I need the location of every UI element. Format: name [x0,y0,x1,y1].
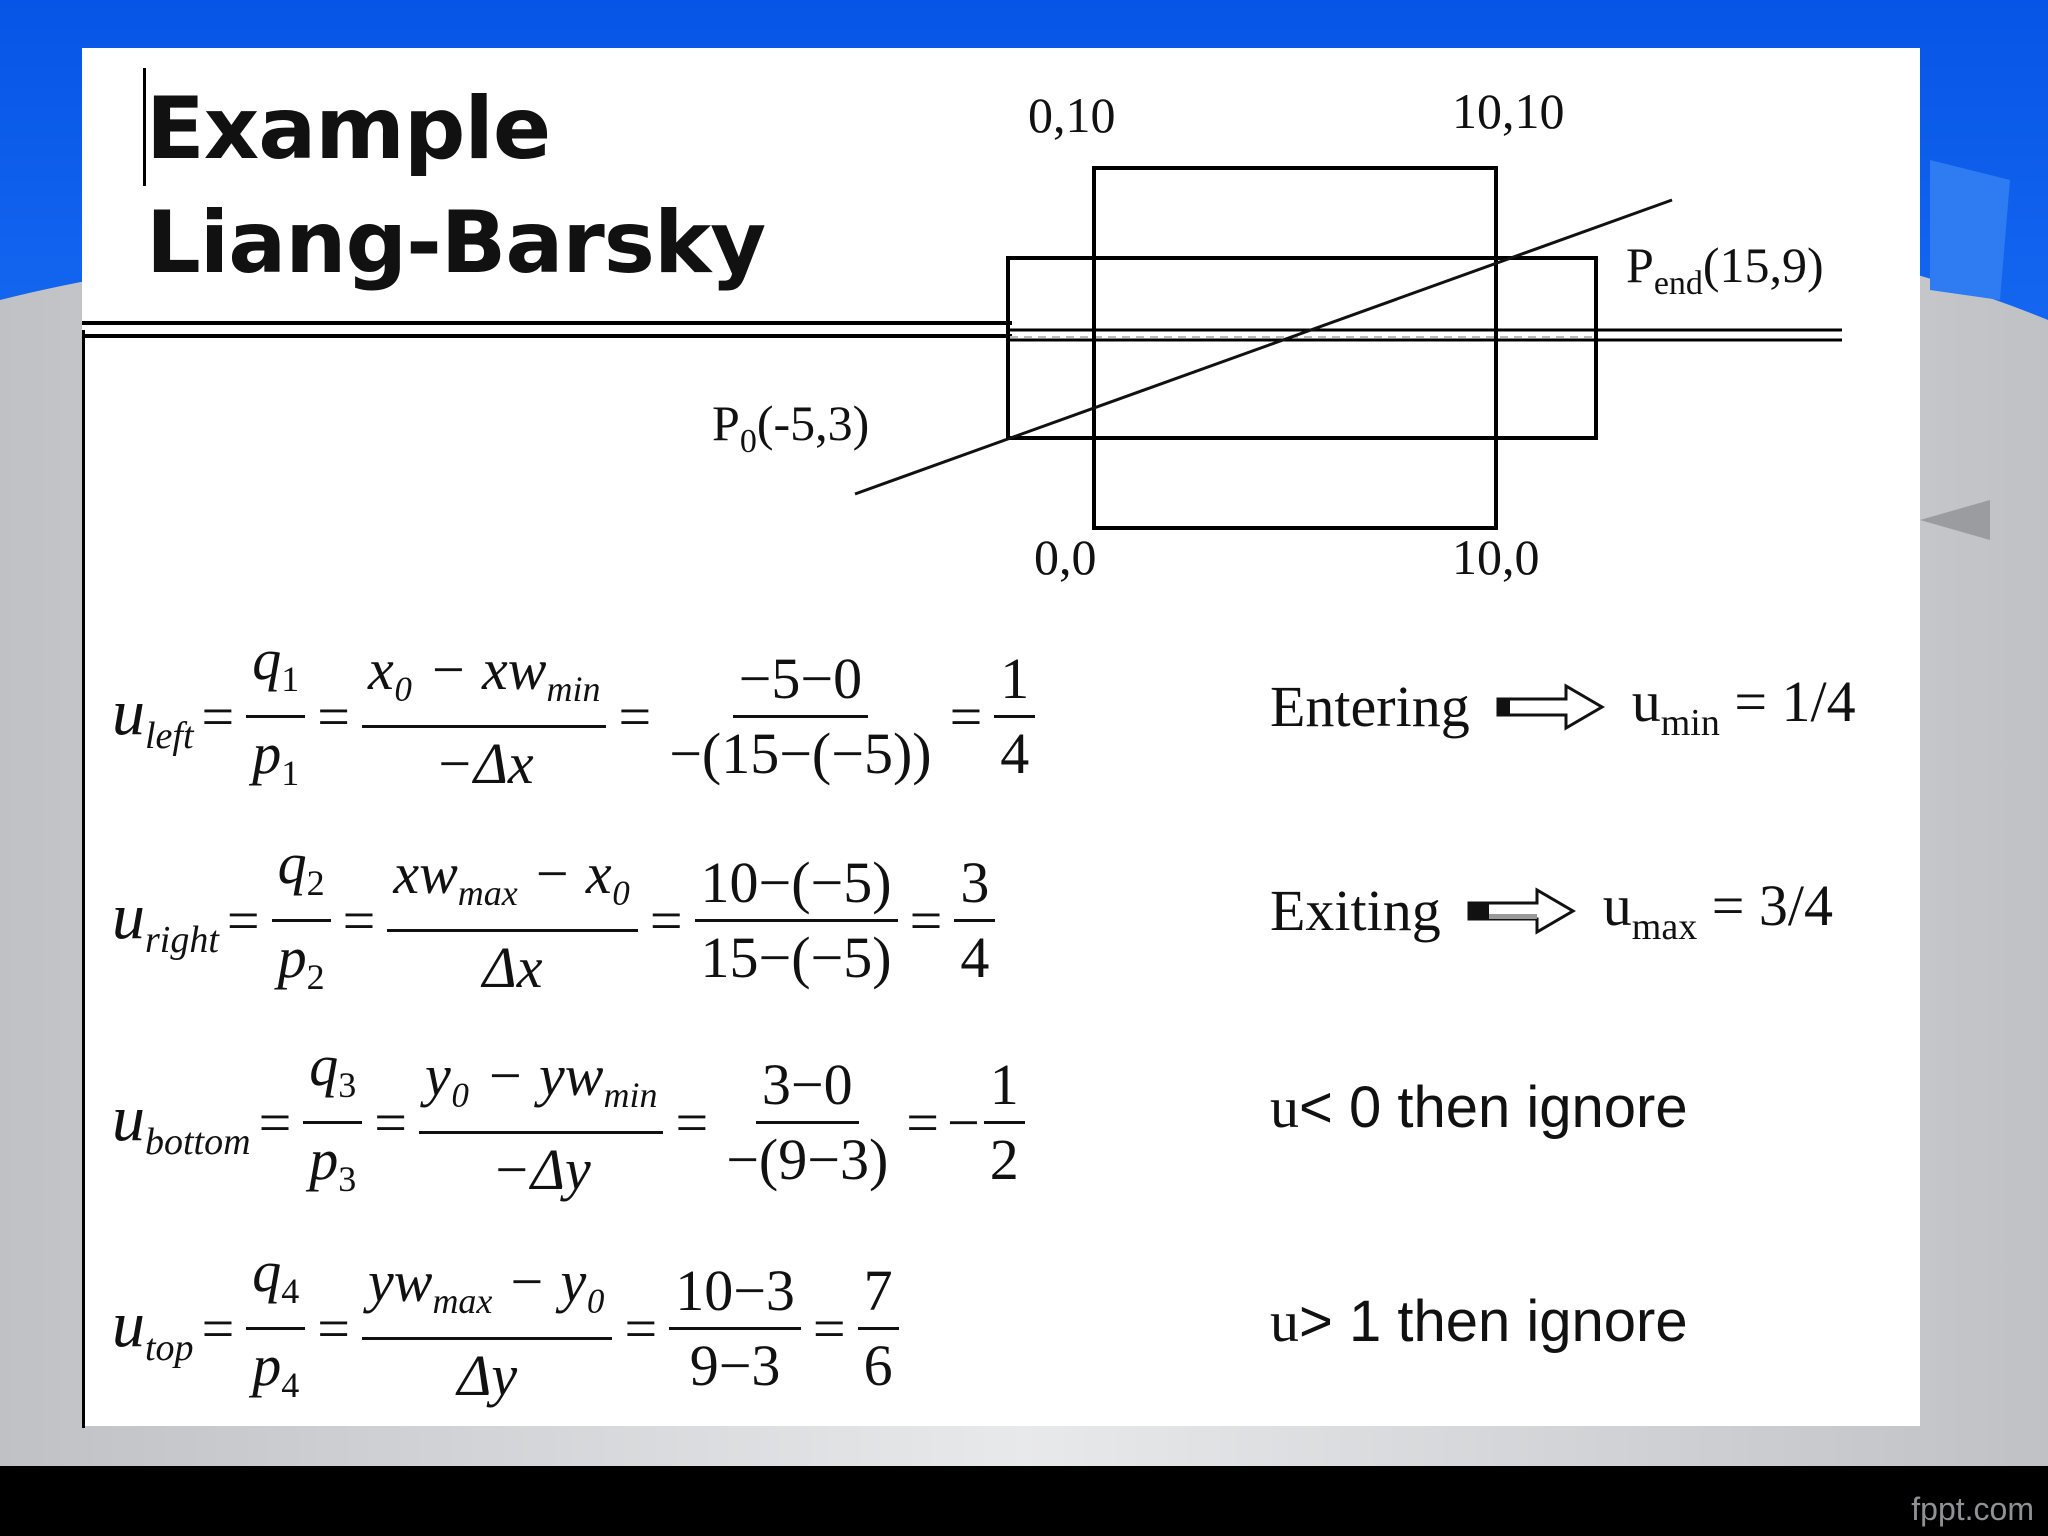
equation-variable: $u_{left}$ [112,676,194,757]
corner-label-top-right: 10,10 [1452,83,1565,139]
q-over-p: $\frac{q_4}{p_4}$ [246,1236,305,1421]
corner-label-top-left: 0,10 [1028,87,1116,143]
equation-variable: $u_{top}$ [112,1288,194,1369]
exiting-note [1270,872,1833,949]
result-fraction: $\frac{7}{6}$ [858,1255,899,1402]
result-sign: − [946,1090,980,1155]
bottom-note: u < 0 then ignore [1270,1075,1688,1140]
exiting-label: Exiting [1270,878,1441,943]
equation-top: $u_{top}$ = $\frac{q_4}{p_4}$ = $\frac{yw_{max} - y_0}{\Delta y}$ = $\frac{10-3}{9-3}$ = $\frac{7}{6}$ [112,1236,903,1421]
equation-right: $u_{right}$ = $\frac{q_2}{p_2}$ = $\frac{xw_{max} - x_0}{\Delta x}$ = $\frac{10-(-5)}{15-(-5)}$ = $\frac{3}{4}$ [112,828,999,1013]
equation-bottom: $u_{bottom}$ = $\frac{q_3}{p_3}$ = $\frac{y_0 - yw_{min}}{-\Delta y}$ = $\frac{3-0}{-(9-3)}$ = − $\frac{1}{2}$ [112,1030,1029,1215]
end-point-label: $P_{end}(15,9)$ [1626,237,1824,302]
numeric-fraction: $\frac{3-0}{-(9-3)}$ [720,1049,894,1196]
numeric-fraction: $\frac{-5-0}{-(15-(-5))}$ [663,643,937,790]
symbolic-fraction: $\frac{y_0 - yw_{min}}{-\Delta y}$ [419,1040,663,1206]
footer-watermark: fppt.com [1911,1491,2034,1527]
result-fraction: $\frac{3}{4}$ [954,847,995,994]
symbolic-fraction: $\frac{xw_{max} - x_0}{\Delta x}$ [387,838,637,1004]
numeric-fraction: $\frac{10-3}{9-3}$ [669,1255,801,1402]
result-fraction: $\frac{1}{4}$ [994,643,1035,790]
arrow-right-icon [1465,886,1577,936]
equation-left: $u_{left}$ = $\frac{q_1}{p_1}$ = $\frac{x_0 - xw_{min}}{-\Delta x}$ = $\frac{-5-0}{-(15-(-5))}$ = $\frac{1}{4}$ [112,624,1039,809]
title-line-2: Liang-Barsky [146,193,766,293]
symbolic-fraction: $\frac{yw_{max} - y_0}{\Delta y}$ [362,1246,612,1412]
entering-result: $u_{min} = 1/4$ [1631,669,1856,744]
corner-label-bottom-right: 10,0 [1452,529,1540,585]
clipping-diagram [0,0,2048,600]
q-over-p: $\frac{q_2}{p_2}$ [272,828,331,1013]
equation-variable: $u_{bottom}$ [112,1082,251,1163]
wide-rectangle [1008,258,1596,438]
arrow-right-icon [1494,682,1606,732]
top-note: u > 1 then ignore [1270,1289,1688,1354]
symbolic-fraction: $\frac{x_0 - xw_{min}}{-\Delta x}$ [362,634,606,800]
q-over-p: $\frac{q_3}{p_3}$ [303,1030,362,1215]
corner-label-bottom-left: 0,0 [1034,529,1097,585]
q-over-p: $\frac{q_1}{p_1}$ [246,624,305,809]
exiting-result: $u_{max} = 3/4$ [1602,873,1834,948]
numeric-fraction: $\frac{10-(-5)}{15-(-5)}$ [695,847,898,994]
result-fraction: $\frac{1}{2}$ [984,1049,1025,1196]
equation-variable: $u_{right}$ [112,880,219,961]
entering-label: Entering [1270,674,1470,739]
title-line-1: Example [146,79,551,179]
entering-note [1270,668,1856,745]
footer-bar [0,1466,2048,1536]
start-point-label: $P_0(-5,3)$ [712,395,870,460]
